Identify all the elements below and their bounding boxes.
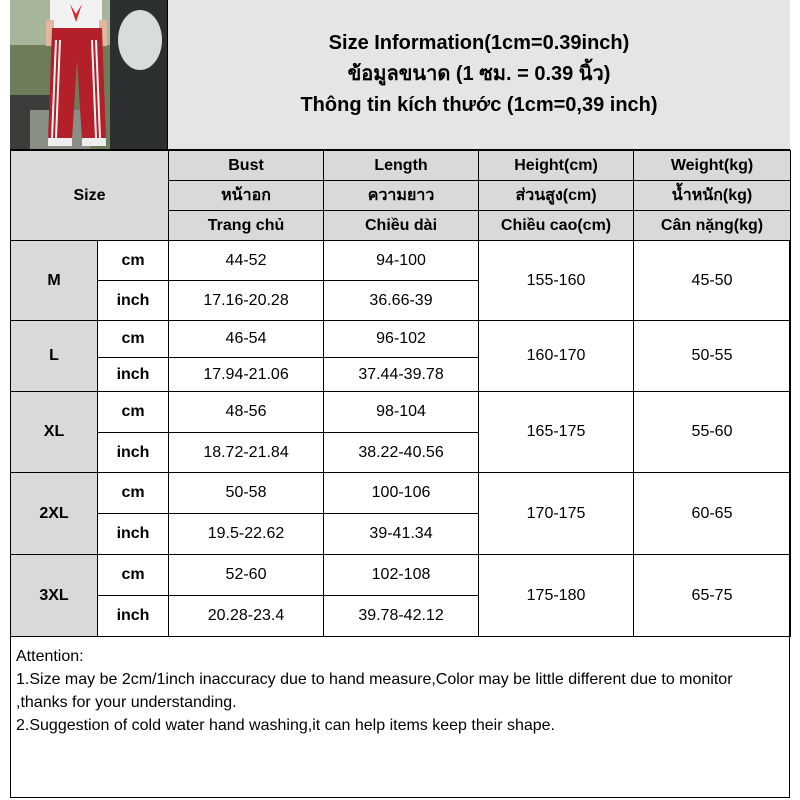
title-thai: ข้อมูลขนาด (1 ซม. = 0.39 นิ้ว) (347, 63, 611, 85)
size-label: L (11, 321, 98, 392)
size-label: XL (11, 392, 98, 473)
title-english: Size Information(1cm=0.39inch) (328, 32, 630, 54)
length-inch-value: 37.44-39.78 (324, 358, 479, 392)
length-inch-value: 36.66-39 (324, 281, 479, 321)
bust-inch-value: 18.72-21.84 (169, 433, 324, 473)
height-value: 170-175 (479, 473, 634, 555)
size-information-title (168, 0, 790, 150)
bust-inch-value: 17.16-20.28 (169, 281, 324, 321)
weight-header-en: Weight(kg) (634, 151, 791, 181)
unit-inch: inch (98, 514, 169, 555)
weight-value: 45-50 (634, 241, 791, 321)
title-vietnamese: Thông tin kích thước (1cm=0,39 inch) (300, 94, 658, 116)
bust-header-en: Bust (169, 151, 324, 181)
bust-cm-value: 46-54 (169, 321, 324, 358)
attention-item-2: 2.Suggestion of cold water hand washing,it can help items keep their shape. (16, 717, 555, 734)
bust-cm-value: 50-58 (169, 473, 324, 514)
height-value: 155-160 (479, 241, 634, 321)
weight-header-th: น้ำหนัก(kg) (634, 181, 791, 211)
unit-cm: cm (98, 321, 169, 358)
length-cm-value: 102-108 (324, 555, 479, 596)
bust-cm-value: 52-60 (169, 555, 324, 596)
weight-value: 60-65 (634, 473, 791, 555)
height-header-th: ส่วนสูง(cm) (479, 181, 634, 211)
table-row (11, 392, 791, 433)
unit-inch: inch (98, 433, 169, 473)
attention-heading: Attention: (16, 648, 84, 665)
table-row (11, 321, 791, 358)
bust-inch-value: 20.28-23.4 (169, 596, 324, 637)
height-header-en: Height(cm) (479, 151, 634, 181)
unit-cm: cm (98, 392, 169, 433)
table-row (11, 555, 791, 596)
weight-value: 50-55 (634, 321, 791, 392)
model-photo-illustration (10, 0, 168, 150)
bust-cm-value: 44-52 (169, 241, 324, 281)
attention-notes (10, 641, 790, 741)
model-photo (10, 0, 168, 150)
height-header-vi: Chiều cao(cm) (479, 211, 634, 241)
length-inch-value: 39-41.34 (324, 514, 479, 555)
length-inch-value: 38.22-40.56 (324, 433, 479, 473)
table-row (11, 473, 791, 514)
unit-cm: cm (98, 241, 169, 281)
height-value: 175-180 (479, 555, 634, 637)
unit-inch: inch (98, 358, 169, 392)
length-cm-value: 96-102 (324, 321, 479, 358)
unit-inch: inch (98, 281, 169, 321)
weight-header-vi: Cân nặng(kg) (634, 211, 791, 241)
unit-inch: inch (98, 596, 169, 637)
length-inch-value: 39.78-42.12 (324, 596, 479, 637)
length-cm-value: 94-100 (324, 241, 479, 281)
length-header-en: Length (324, 151, 479, 181)
unit-cm: cm (98, 555, 169, 596)
bust-inch-value: 17.94-21.06 (169, 358, 324, 392)
length-header-vi: Chiều dài (324, 211, 479, 241)
length-cm-value: 100-106 (324, 473, 479, 514)
length-cm-value: 98-104 (324, 392, 479, 433)
bust-inch-value: 19.5-22.62 (169, 514, 324, 555)
size-column-header: Size (11, 151, 169, 241)
unit-cm: cm (98, 473, 169, 514)
weight-value: 65-75 (634, 555, 791, 637)
size-label: 2XL (11, 473, 98, 555)
size-label: M (11, 241, 98, 321)
weight-value: 55-60 (634, 392, 791, 473)
size-label: 3XL (11, 555, 98, 637)
size-table (10, 150, 791, 637)
height-value: 160-170 (479, 321, 634, 392)
bust-cm-value: 48-56 (169, 392, 324, 433)
table-row (11, 241, 791, 281)
attention-item-1: 1.Size may be 2cm/1inch inaccuracy due to hand measure,Color may be little different due to monitor ,thanks for your understanding. (16, 671, 733, 711)
bust-header-th: หน้าอก (169, 181, 324, 211)
height-value: 165-175 (479, 392, 634, 473)
length-header-th: ความยาว (324, 181, 479, 211)
bust-header-vi: Trang chủ (169, 211, 324, 241)
